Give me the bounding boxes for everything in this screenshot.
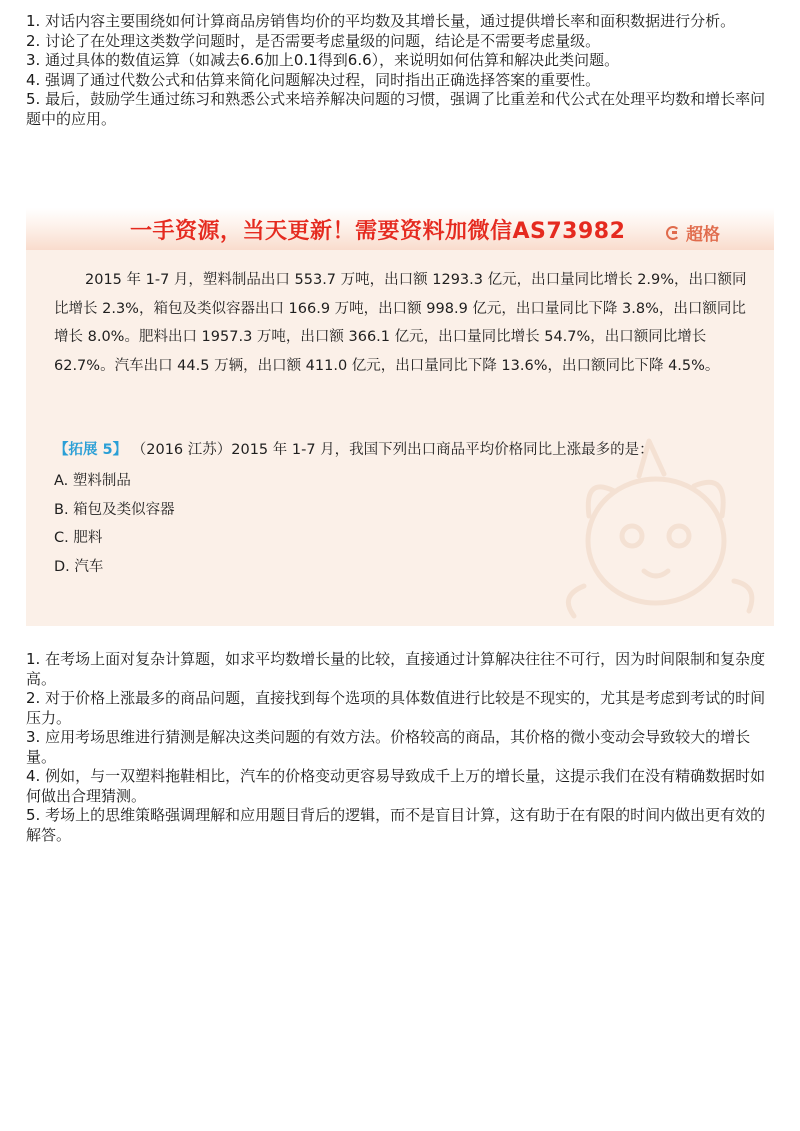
option-d: D. 汽车 — [54, 558, 104, 575]
option-a: A. 塑料制品 — [54, 473, 131, 489]
question-stem — [54, 438, 750, 459]
summary-list — [26, 12, 776, 129]
question-text: （2016 江苏）2015 年 1-7 月，我国下列出口商品平均价格同比上涨最多的是： — [131, 442, 654, 458]
notes-list — [26, 650, 776, 845]
brand-logo — [666, 220, 720, 245]
mascot-watermark-icon — [544, 436, 774, 626]
note-item: 3. 应用考场思维进行猜测是解决这类问题的有效方法。价格较高的商品，其价格的微小变动会导致较大的增长量。 — [26, 728, 751, 766]
brand-g-icon — [666, 226, 680, 240]
note-item: 2. 对于价格上涨最多的商品问题，直接找到每个选项的具体数值进行比较是不现实的，尤其是考虑到考试的时间压力。 — [26, 689, 766, 727]
option-c: C. 肥料 — [54, 530, 103, 546]
promo-banner-text: 一手资源，当天更新！需要资料加微信AS73982 — [130, 219, 626, 244]
option-b: B. 箱包及类似容器 — [54, 501, 175, 518]
note-item: 1. 在考场上面对复杂计算题，如求平均数增长量的比较，直接通过计算解决往往不可行，因为时间限制和复杂度高。 — [26, 650, 766, 688]
summary-item: 2. 讨论了在处理这类数学问题时，是否需要考虑量级的问题，结论是不需要考虑量级。 — [26, 31, 601, 50]
summary-item: 1. 对话内容主要围绕如何计算商品房销售均价的平均数及其增长量，通过提供增长率和面积数据进行分析。 — [26, 12, 736, 30]
question-tag: 【拓展 5】 — [54, 442, 128, 458]
question-card — [26, 208, 774, 626]
data-passage: 2015 年 1-7 月，塑料制品出口 553.7 万吨，出口额 1293.3 亿元，出口量同比增长 2.9%，出口额同比增长 2.3%，箱包及类似容器出口 166.9 万吨，出口额 998.9 亿元，出口量同比下降 3.8%，出口额同比增长 8.0%。肥料出口 1957.3 万吨，出口额 366.1 亿元，出口量同比增长 54.7%，出口额同比增长62.7%。汽车出口 44.5 万辆，出口额 411.0 亿元，出口量同比下降 13.6%，出口额同比下降 4.5%。 — [54, 272, 747, 374]
promo-banner — [26, 208, 774, 250]
note-item: 5. 考场上的思维策略强调理解和应用题目背后的逻辑，而不是盲目计算，这有助于在有限的时间内做出更有效的解答。 — [26, 806, 766, 844]
summary-item: 5. 最后，鼓励学生通过练习和熟悉公式来培养解决问题的习惯，强调了比重差和代公式在处理平均数和增长率问题中的应用。 — [26, 90, 766, 128]
summary-item: 4. 强调了通过代数公式和估算来简化问题解决过程，同时指出正确选择答案的重要性。 — [26, 70, 601, 89]
answer-options — [54, 467, 175, 581]
note-item: 4. 例如，与一双塑料拖鞋相比，汽车的价格变动更容易导致成千上万的增长量，这提示我们在没有精确数据时如何做出合理猜测。 — [26, 767, 766, 805]
brand-name: 超格 — [686, 225, 720, 245]
summary-item: 3. 通过具体的数值运算（如减去6.6加上0.1得到6.6），来说明如何估算和解决此类问题。 — [26, 51, 620, 69]
